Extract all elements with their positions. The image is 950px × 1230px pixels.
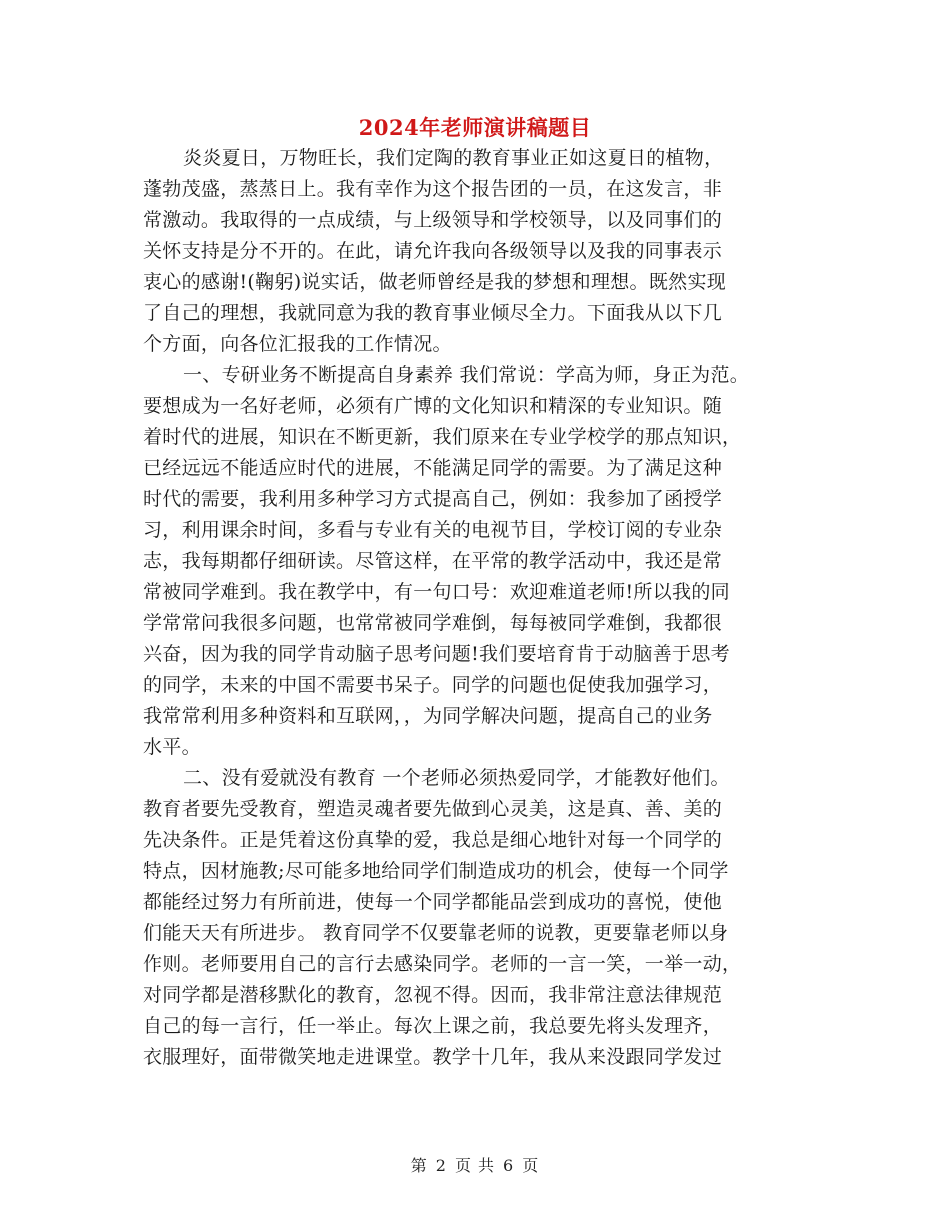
text-line: 常被同学难到。我在教学中，有一句口号：欢迎难道老师!所以我的同	[143, 581, 730, 603]
text-line: 炎炎夏日，万物旺长，我们定陶的教育事业正如这夏日的植物，	[183, 147, 724, 169]
document-title: 2024年老师演讲稿题目	[358, 115, 592, 140]
text-line: 我常常利用多种资料和互联网，，为同学解决问题，提高自己的业务	[143, 705, 713, 727]
text-line: 二、没有爱就没有教育 一个老师必须热爱同学，才能教好他们。	[183, 767, 730, 789]
text-line: 都能经过努力有所前进，使每一个同学都能品尝到成功的喜悦，使他	[143, 891, 723, 913]
page-label-mid: 页 共	[454, 1156, 496, 1175]
text-line: 作则。老师要用自己的言行去感染同学。老师的一言一笑，一举一动，	[143, 953, 742, 975]
document-body	[143, 143, 833, 1073]
text-line: 学常常问我很多问题，也常常被同学难倒，每每被同学难倒，我都很	[143, 612, 723, 634]
current-page-number: 2	[435, 1156, 447, 1175]
text-line: 兴奋，因为我的同学肯动脑子思考问题!我们要培育肯于动脑善于思考	[143, 643, 730, 665]
text-line: 时代的需要，我利用多种学习方式提高自己，例如：我参加了函授学	[143, 488, 723, 510]
text-line: 的同学，未来的中国不需要书呆子。同学的问题也促使我加强学习，	[143, 674, 723, 696]
text-line: 常激动。我取得的一点成绩，与上级领导和学校领导，以及同事们的	[143, 209, 723, 231]
text-line: 蓬勃茂盛，蒸蒸日上。我有幸作为这个报告团的一员，在这发言，非	[143, 178, 723, 200]
text-line: 教育者要先受教育，塑造灵魂者要先做到心灵美，这是真、善、美的	[143, 798, 723, 820]
text-line: 关怀支持是分不开的。在此，请允许我向各级领导以及我的同事表示	[143, 240, 723, 262]
text-line: 先决条件。正是凭着这份真挚的爱，我总是细心地针对每一个同学的	[143, 829, 723, 851]
text-line: 一、专研业务不断提高自身素养 我们常说：学高为师，身正为范。	[183, 364, 750, 386]
text-line: 衣服理好，面带微笑地走进课堂。教学十几年，我从来没跟同学发过	[143, 1046, 723, 1068]
text-line: 水平。	[143, 736, 201, 758]
page-label-suffix: 页	[522, 1156, 540, 1175]
text-line: 志，我每期都仔细研读。尽管这样，在平常的教学活动中，我还是常	[143, 550, 723, 572]
text-line: 衷心的感谢!(鞠躬)说实话，做老师曾经是我的梦想和理想。既然实现	[143, 271, 727, 293]
text-line: 习，利用课余时间，多看与专业有关的电视节目，学校订阅的专业杂	[143, 519, 723, 541]
text-line: 已经远远不能适应时代的进展，不能满足同学的需要。为了满足这种	[143, 457, 723, 479]
text-line: 个方面，向各位汇报我的工作情况。	[143, 333, 452, 355]
text-line: 对同学都是潜移默化的教育，忽视不得。因而，我非常注意法律规范	[143, 984, 723, 1006]
total-pages-number: 6	[503, 1156, 515, 1175]
page-label-prefix: 第	[410, 1156, 428, 1175]
text-line: 特点，因材施教;尽可能多地给同学们制造成功的机会，使每一个同学	[143, 860, 729, 882]
text-line: 要想成为一名好老师，必须有广博的文化知识和精深的专业知识。随	[143, 395, 723, 417]
text-line: 自己的每一言行，任一举止。每次上课之前，我总要先将头发理齐，	[143, 1015, 723, 1037]
text-line: 了自己的理想，我就同意为我的教育事业倾尽全力。下面我从以下几	[143, 302, 723, 324]
page-footer	[0, 1153, 950, 1176]
text-line: 们能天天有所进步。 教育同学不仅要靠老师的说教，更要靠老师以身	[143, 922, 729, 944]
text-line: 着时代的进展，知识在不断更新，我们原来在专业学校学的那点知识，	[143, 426, 742, 448]
